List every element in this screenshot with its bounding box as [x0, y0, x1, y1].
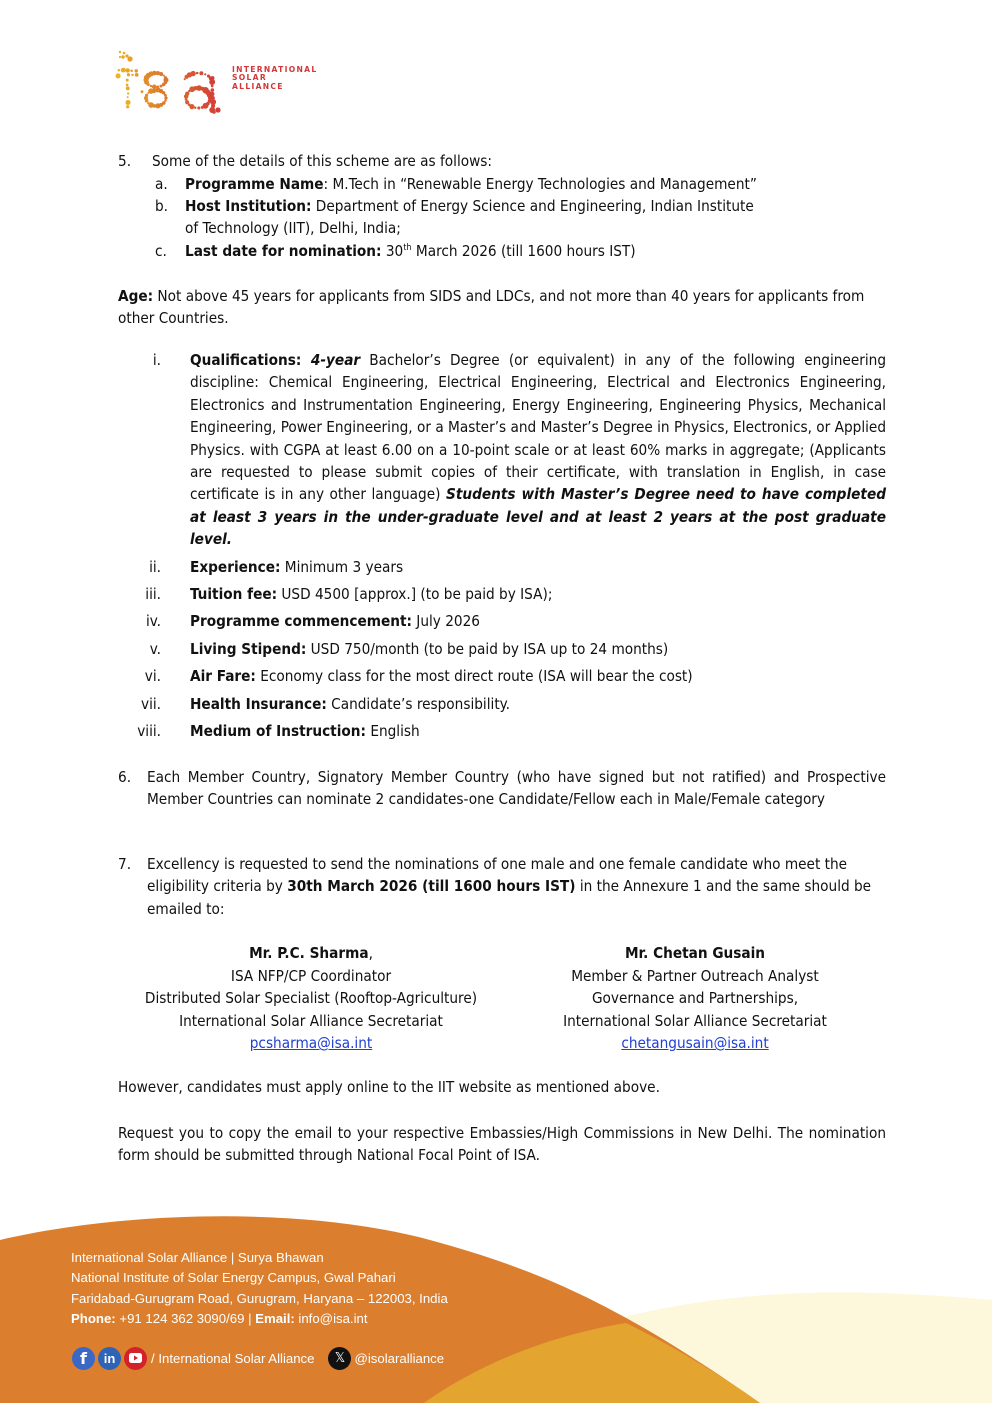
logo-wordmark: [232, 66, 317, 91]
logo-dot: [152, 85, 157, 90]
footer-address-line-2: National Institute of Solar Energy Campus, Gwal Pahari: [71, 1270, 396, 1285]
contact-card-sharma: [118, 942, 504, 1055]
logo-dot: [196, 72, 199, 75]
air-fare-value: Economy class for the most direct route (ISA will bear the cost): [255, 667, 693, 685]
youtube-play-glyph: [129, 1353, 142, 1363]
logo-dot: [199, 71, 203, 75]
last-date-rest: March 2026 (till 1600 hours IST): [411, 242, 636, 260]
contact-role: Distributed Solar Specialist (Rooftop-Agriculture): [144, 989, 478, 1008]
qualifications-emphasis: 4-year: [301, 351, 361, 369]
host-institution-label: Host Institution:: [185, 197, 312, 215]
section5-intro: Some of the details of this scheme are as follows:: [152, 152, 492, 170]
footer-email: info@isa.int: [294, 1311, 368, 1326]
social-handle-text: / International Solar Alliance: [151, 1350, 315, 1366]
footer-address-line-3: Faridabad-Gurugram Road, Gurugram, Haryana – 122003, India: [71, 1291, 448, 1306]
logo-dot: [125, 54, 128, 57]
logo-dot: [201, 106, 204, 109]
section7-text: [147, 853, 886, 920]
logo-dot: [160, 85, 163, 88]
criteria-health-insurance: [190, 693, 510, 715]
logo-dot: [127, 56, 132, 61]
contact-name: [118, 942, 504, 965]
health-insurance-label: Health Insurance:: [190, 695, 327, 713]
age-text: Not above 45 years for applicants from SIDS and LDCs, and not more than 40 years for applicants from other Countries.: [118, 287, 865, 328]
linkedin-icon[interactable]: in: [98, 1347, 121, 1370]
logo-dot: [197, 106, 200, 109]
logo-dot: [127, 96, 129, 98]
facebook-icon[interactable]: f: [72, 1347, 95, 1370]
logo-dot: [156, 87, 161, 92]
logo-dot: [164, 76, 167, 79]
logo-dot: [215, 107, 220, 112]
closing-apply-online: However, candidates must apply online to the IIT website as mentioned above.: [118, 1078, 660, 1096]
section7-deadline: 30th March 2026 (till 1600 hours IST): [287, 877, 576, 896]
logo-dot: [204, 73, 206, 75]
logo-dot: [211, 85, 214, 88]
isa-logo-mark: [114, 48, 228, 116]
living-stipend-label: Living Stipend:: [190, 640, 307, 658]
footer-address-line-1: International Solar Alliance | Surya Bhawan: [71, 1250, 324, 1265]
contact-name-text: Mr. P.C. Sharma: [249, 944, 369, 962]
logo-dot: [126, 86, 130, 90]
logo-dot: [118, 69, 121, 72]
logo-dot: [164, 96, 167, 99]
experience-label: Experience:: [190, 558, 281, 576]
tuition-fee-label: Tuition fee:: [190, 585, 278, 603]
footer-email-label: Email:: [255, 1311, 295, 1326]
programme-name-label: Programme Name: [185, 175, 324, 193]
logo-dot: [119, 51, 121, 53]
criteria-air-fare: [190, 665, 693, 687]
contact-organization: International Solar Alliance Secretariat: [563, 1011, 827, 1030]
logo-dot: [145, 99, 149, 103]
logo-dot: [211, 88, 215, 92]
logo-dot: [127, 73, 130, 76]
logo-dot: [135, 73, 139, 77]
contact-name-suffix: ,: [368, 944, 373, 962]
contact-card-gusain: [540, 942, 850, 1055]
medium-label: Medium of Instruction:: [190, 722, 366, 740]
health-insurance-value: Candidate’s responsibility.: [326, 695, 510, 713]
youtube-icon[interactable]: [124, 1347, 147, 1370]
air-fare-label: Air Fare:: [190, 667, 256, 685]
contact-title: ISA NFP/CP Coordinator: [230, 966, 392, 985]
experience-value: Minimum 3 years: [280, 558, 404, 576]
qualifications-label: Qualifications:: [190, 351, 302, 369]
logo-dot: [123, 52, 126, 55]
contact-department: Governance and Partnerships,: [591, 989, 799, 1008]
commencement-label: Programme commencement:: [190, 612, 412, 630]
logo-dot: [150, 85, 152, 87]
criteria-vi-marker: vi.: [144, 667, 161, 685]
item-c-marker: c.: [155, 242, 167, 260]
item-a-marker: a.: [155, 175, 168, 193]
logo-dot: [116, 73, 121, 78]
logo-dot: [130, 69, 133, 72]
logo-dot: [159, 72, 163, 76]
section7-text-post: in the Annexure 1 and the same should be emailed to:: [147, 877, 872, 918]
criteria-tuition-fee: [190, 583, 552, 605]
host-institution-value-cont: of Technology (IIT), Delhi, India;: [185, 219, 401, 237]
criteria-commencement: [190, 610, 480, 632]
age-paragraph: [118, 285, 886, 330]
logo-dot: [141, 90, 144, 93]
logo-dot: [125, 100, 130, 105]
logo-dot: [135, 69, 138, 72]
contact-name-text: Mr. Chetan Gusain: [624, 944, 766, 962]
criteria-living-stipend: [190, 638, 668, 660]
logo-dot: [121, 55, 125, 59]
criteria-experience: [190, 556, 403, 578]
contact-email-link[interactable]: pcsharma@isa.int: [249, 1034, 373, 1053]
footer-phone-label: Phone:: [71, 1311, 116, 1326]
x-twitter-icon[interactable]: 𝕏: [328, 1347, 351, 1370]
logo-word-alliance: ALLIANCE: [232, 81, 284, 91]
logo-dot: [163, 75, 165, 77]
criteria-vii-marker: vii.: [140, 695, 161, 713]
section5-number: 5.: [118, 152, 132, 170]
logo-dot: [131, 74, 133, 76]
criteria-qualifications: [190, 349, 886, 551]
logo-dot: [126, 84, 129, 87]
logo-dot: [152, 89, 156, 93]
item-b-marker: b.: [155, 197, 169, 215]
qualifications-note: Students with Master’s Degree need to have completed at least 3 years in the under-graduate level and at least 2 years at the post graduate level.: [190, 485, 886, 549]
item-last-date: [185, 240, 636, 262]
section6-text: Each Member Country, Signatory Member Country (who have signed but not ratified) and Prospective Member Countries can nominate 2 candidates-one Candidate/Fellow each in Male/Female category: [147, 768, 886, 809]
logo-dot: [212, 110, 216, 114]
criteria-iv-marker: iv.: [145, 612, 161, 630]
contact-organization: International Solar Alliance Secretariat: [179, 1011, 443, 1030]
logo-dot: [121, 68, 126, 73]
tuition-fee-value: USD 4500 [approx.] (to be paid by ISA);: [277, 585, 553, 603]
x-handle: @isolaralliance: [354, 1350, 445, 1366]
logo-word-solar: SOLAR: [232, 73, 267, 83]
isa-logo: [114, 48, 328, 116]
logo-dot: [147, 92, 149, 94]
last-date-day: 30: [381, 242, 404, 260]
item-programme-name: [185, 173, 757, 195]
footer-social-row: [72, 1346, 444, 1370]
criteria-medium-of-instruction: [190, 720, 420, 742]
logo-dot: [210, 92, 215, 97]
logo-dot: [126, 79, 129, 82]
footer-contact-line: [71, 1309, 368, 1329]
contact-title: Member & Partner Outreach Analyst: [571, 966, 819, 985]
last-date-label: Last date for nomination:: [185, 242, 382, 260]
programme-name-value: : M.Tech in “Renewable Energy Technologies and Management”: [323, 175, 757, 193]
host-institution-value: Department of Energy Science and Engineering, Indian Institute: [311, 197, 754, 215]
section7-number: 7.: [118, 855, 132, 873]
contact-name: [540, 942, 850, 965]
footer-phone: +91 124 362 3090/69 |: [115, 1311, 256, 1326]
logo-dot: [209, 79, 215, 85]
criteria-viii-marker: viii.: [137, 722, 161, 740]
logo-dot: [190, 71, 195, 76]
item-host-institution: [185, 195, 754, 217]
living-stipend-value: USD 750/month (to be paid by ISA up to 24 months): [306, 640, 669, 658]
criteria-i-marker: i.: [152, 351, 161, 369]
age-label: Age:: [118, 287, 154, 305]
logo-dot: [185, 100, 189, 104]
logo-dot: [164, 99, 166, 101]
criteria-v-marker: v.: [149, 640, 161, 658]
closing-request: Request you to copy the email to your respective Embassies/High Commissions in New Delhi. The nomination form should be submitted through National Focal Point of ISA.: [118, 1124, 886, 1165]
criteria-ii-marker: ii.: [149, 558, 161, 576]
commencement-value: July 2026: [411, 612, 480, 630]
logo-dot: [127, 92, 129, 94]
section7-text-pre: Excellency is requested to send the nominations of one male and one female candidate who meet the eligibility criteria by: [147, 855, 848, 896]
qualifications-text: Bachelor’s Degree (or equivalent) in any of the following engineering discipline: Chemical Engineering, Electrical Engineering, Electrical and Electronics Engineering, Electronics and Instrumentation Engineering, Energy Engineering, Engineering Physics, Mechanical Engineering, Power Engineering, or a Master’s and Master’s Degree in Physics, Electronics, or Applied Physics. with CGPA at least 6.00 on a 10-point scale or at least 60% marks in aggregate; (Applicants are requested to please submit copies of their certificate, with translation in English, in case certificate is in any other language): [190, 351, 886, 504]
medium-value: English: [365, 722, 420, 740]
section6-number: 6.: [118, 768, 132, 786]
criteria-iii-marker: iii.: [145, 585, 161, 603]
last-date-ordinal: th: [403, 243, 412, 253]
logo-word-international: INTERNATIONAL: [232, 65, 318, 74]
logo-dot: [125, 68, 129, 72]
logo-dot: [126, 105, 129, 108]
logo-dot: [119, 56, 121, 58]
contact-email-link[interactable]: chetangusain@isa.int: [621, 1034, 769, 1053]
